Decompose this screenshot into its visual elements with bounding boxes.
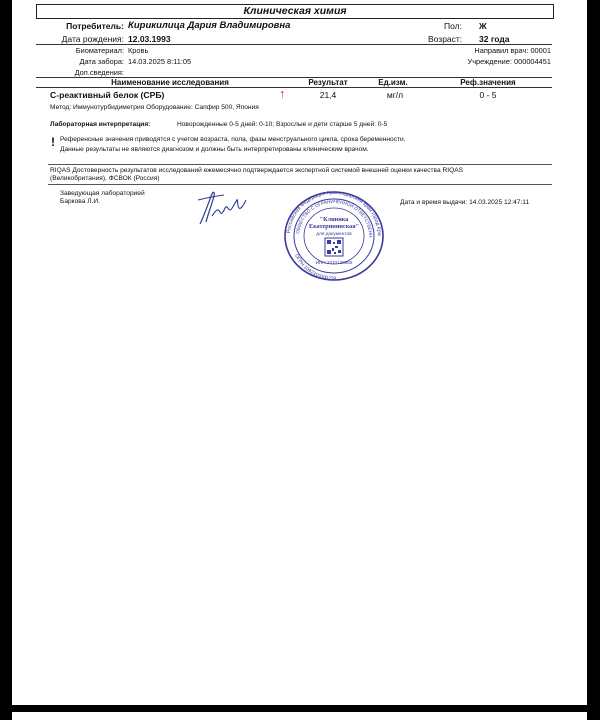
header-divider — [36, 44, 552, 45]
stamp-ring-mid-text: ОБЩЕСТВО С ОГРАНИЧЕННОЙ ОТВЕТСТВЕНН — [295, 198, 374, 238]
next-page-edge — [12, 712, 587, 720]
age-label: Возраст: — [428, 34, 463, 44]
birth-value: 12.03.1993 — [128, 34, 171, 44]
stamp-ogrn-text: ОГРН 1092310000238 — [293, 253, 337, 282]
riqas-bottom-rule — [48, 184, 552, 185]
method-line: Метод: Иммунотурбидиметрия Оборудование: Сапфир 500, Япония — [50, 104, 259, 111]
handwritten-signature — [190, 186, 250, 228]
stamp-ring-top-text: Российская Федерация Краснодарский край город Кра — [286, 190, 383, 236]
col-header-unit: Ед.изм. — [378, 78, 408, 87]
stamp-center-line-1: "Клиника — [319, 216, 349, 223]
sample-date-value: 14.03.2025 8:11:05 — [128, 57, 192, 66]
riqas-line-2: (Великобритания), ФСВОК (Россия) — [50, 175, 160, 182]
issue-datetime: Дата и время выдачи: 14.03.2025 12:47:11 — [400, 199, 530, 206]
result-unit: мг/л — [386, 90, 404, 100]
patient-name: Кирикилица Дария Владимировна — [128, 20, 291, 31]
result-value: 21,4 — [319, 90, 337, 100]
biomaterial-label: Биоматериал: — [75, 46, 124, 55]
extra-info-label: Доп.сведения: — [74, 68, 124, 77]
sex-label: Пол: — [444, 21, 462, 31]
test-name: С-реактивный белок (СРБ) — [50, 90, 165, 100]
report-title: Клиническая химия — [36, 4, 554, 19]
warning-icon: ! — [51, 135, 55, 149]
result-high-flag-icon: ↑ — [279, 86, 286, 101]
reference-range: 0 - 5 — [479, 90, 497, 100]
clinic-stamp — [283, 190, 385, 282]
stamp-qr-code-icon — [325, 238, 343, 256]
consumer-label: Потребитель: — [66, 21, 124, 31]
institution-ref: Учреждение: 000004451 — [467, 57, 551, 66]
head-of-lab-name: Баркова Л.И. — [60, 198, 100, 205]
col-header-name: Наименование исследования — [111, 78, 229, 87]
table-header-rule — [36, 87, 552, 88]
interpretation-text: Новорожденные 0-5 дней: 0-10; Взрослые и дети старше 5 дней: 0-5 — [177, 121, 388, 128]
biomaterial-value: Кровь — [128, 46, 149, 55]
stamp-center-line-2: Екатерининская" — [308, 223, 360, 230]
stamp-inn-text: ИНН 2310138859 — [315, 260, 353, 265]
sex-value: Ж — [479, 21, 487, 31]
col-header-ref: Реф.значения — [460, 78, 516, 87]
riqas-top-rule — [48, 164, 552, 165]
doctor-ref: Направил врач: 00001 — [474, 46, 551, 55]
sample-date-label: Дата забора: — [79, 57, 124, 66]
col-header-result: Результат — [308, 78, 348, 87]
age-value: 32 года — [479, 34, 510, 44]
birth-label: Дата рождения: — [61, 34, 124, 44]
head-of-lab-title: Заведующая лабораторией — [60, 190, 145, 197]
notice-line-2: Данные результаты не являются диагнозом и должны быть интерпретированы клиническим врачом. — [60, 146, 369, 153]
interpretation-label: Лабораторная интерпретация: — [50, 121, 151, 128]
stamp-center-line-3: для документов — [316, 232, 352, 237]
notice-line-1: Референсные значения приводятся с учетом возраста, пола, фазы менструального цикла, срока беременности. — [60, 136, 406, 143]
riqas-line-1: RIQAS Достоверность результатов исследований ежемесячно подтверждается экспертной системой внешней оценки качества RIQAS — [50, 167, 463, 174]
